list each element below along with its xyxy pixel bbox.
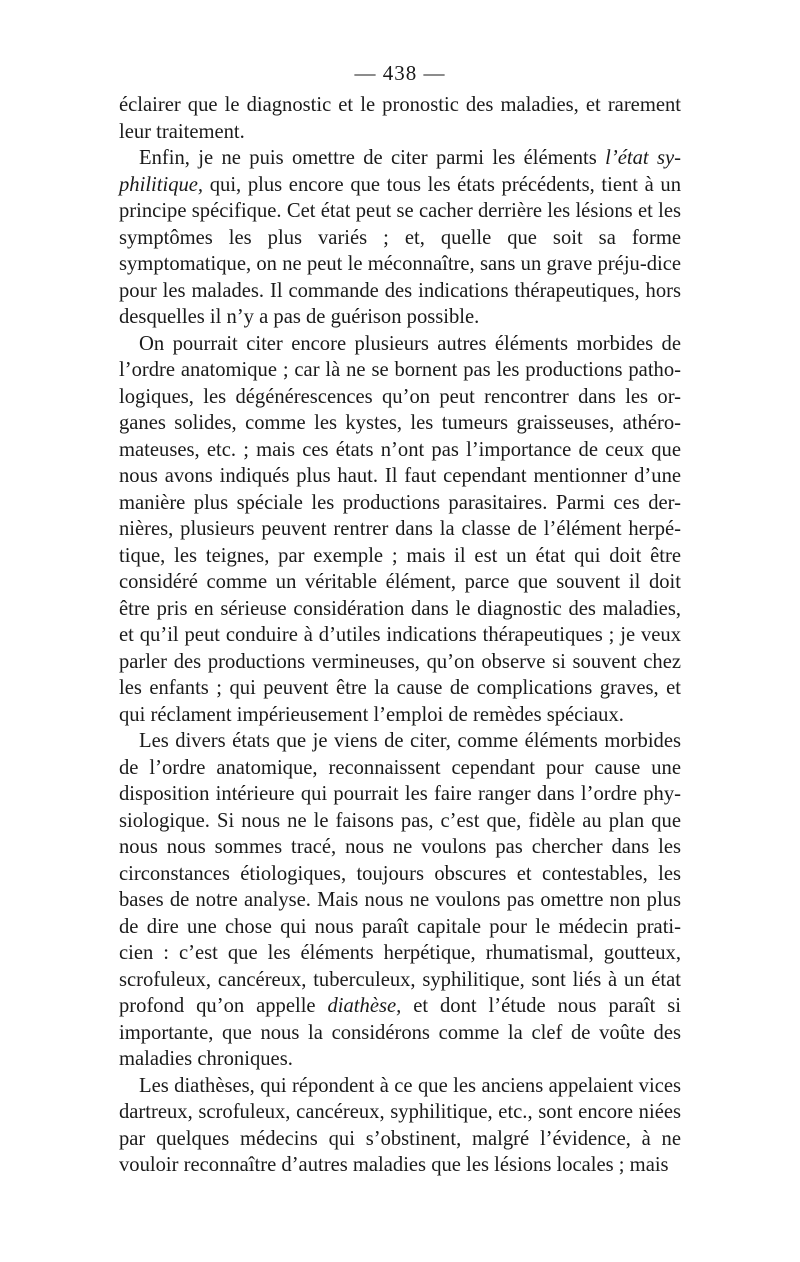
- book-page: [119, 58, 681, 1179]
- text-segment: et dont l’étude nous paraît si importante, que nous la considérons comme la clef de voûte des maladies chroniques.: [119, 995, 681, 1070]
- paragraph-diatheses-denied: [119, 1073, 681, 1179]
- italic-term: l’état sy-philitique,: [119, 147, 681, 196]
- page-body: [119, 92, 681, 1179]
- italic-term: diathèse,: [327, 995, 402, 1017]
- paragraph-syphilitic-state: [119, 145, 681, 331]
- text-segment: Les divers états que je viens de citer, comme éléments morbides de l’ordre anatomique, reconnaissent cependant pour cause une disposition intérieure qui pourrait les faire ranger dans l’ordre phy-siologique. Si nous ne le faisons pas, c’est que, fidèle au plan que nous nous sommes tracé, nous ne voulons pas chercher dans les circonstances étiologiques, toujours obscures et contestables, les bases de notre analyse. Mais nous ne voulons pas omettre non plus de dire une chose qui nous paraît capitale pour le médecin prati-cien : c’est que les éléments herpétique, rhumatismal, goutteux, scrofuleux, cancéreux, tuberculeux, syphilitique, sont liés à un état profond qu’on appelle: [119, 730, 681, 1017]
- paragraph-continuation: [119, 92, 681, 145]
- text-segment: On pourrait citer encore plusieurs autres éléments morbides de l’ordre anatomique ; car là ne se bornent pas les productions patho-logiques, les dégénérescences qu’on peut rencontrer dans les or-ganes solides, comme les kystes, les tumeurs graisseuses, athéro-mateuses, etc. ; mais ces états n’ont pas l’importance de ceux que nous avons indiqués plus haut. Il faut cependant mentionner d’une manière plus spéciale les productions parasitaires. Parmi ces der-nières, plusieurs peuvent rentrer dans la classe de l’élément herpé-tique, les teignes, par exemple ; mais il est un état qui doit être considéré comme un véritable élément, parce que souvent il doit être pris en sérieuse considération dans le diagnostic des maladies, et qu’il peut conduire à d’utiles indications thérapeutiques ; je veux parler des productions vermineuses, qu’on observe si souvent chez les enfants ; qui peuvent être la cause de complications graves, et qui réclament impérieusement l’emploi de remèdes spéciaux.: [119, 332, 681, 726]
- page-number: — 438 —: [354, 61, 446, 85]
- paragraph-anatomical-elements: [119, 331, 681, 729]
- text-segment: qui, plus encore que tous les états précédents, tient à un principe spécifique. Cet état peut se cacher derrière les lésions et les symptômes les plus variés ; et, quelle que soit sa forme symptomatique, on ne peut le méconnaître, sans un grave préju-dice pour les malades. Il commande des indications thérapeutiques, hors desquelles il n’y a pas de guérison possible.: [119, 173, 681, 328]
- text-segment: Les diathèses, qui répondent à ce que les anciens appelaient vices dartreux, scrofuleux, cancéreux, syphilitique, etc., sont encore niées par quelques médecins qui s’obstinent, malgré l’évidence, à ne vouloir reconnaître d’autres maladies que les lésions locales ; mais: [119, 1074, 681, 1176]
- text-segment: éclairer que le diagnostic et le pronostic des maladies, et rarement leur traitement.: [119, 94, 681, 143]
- paragraph-diathesis: [119, 728, 681, 1073]
- text-segment: Enfin, je ne puis omettre de citer parmi les éléments: [139, 147, 606, 169]
